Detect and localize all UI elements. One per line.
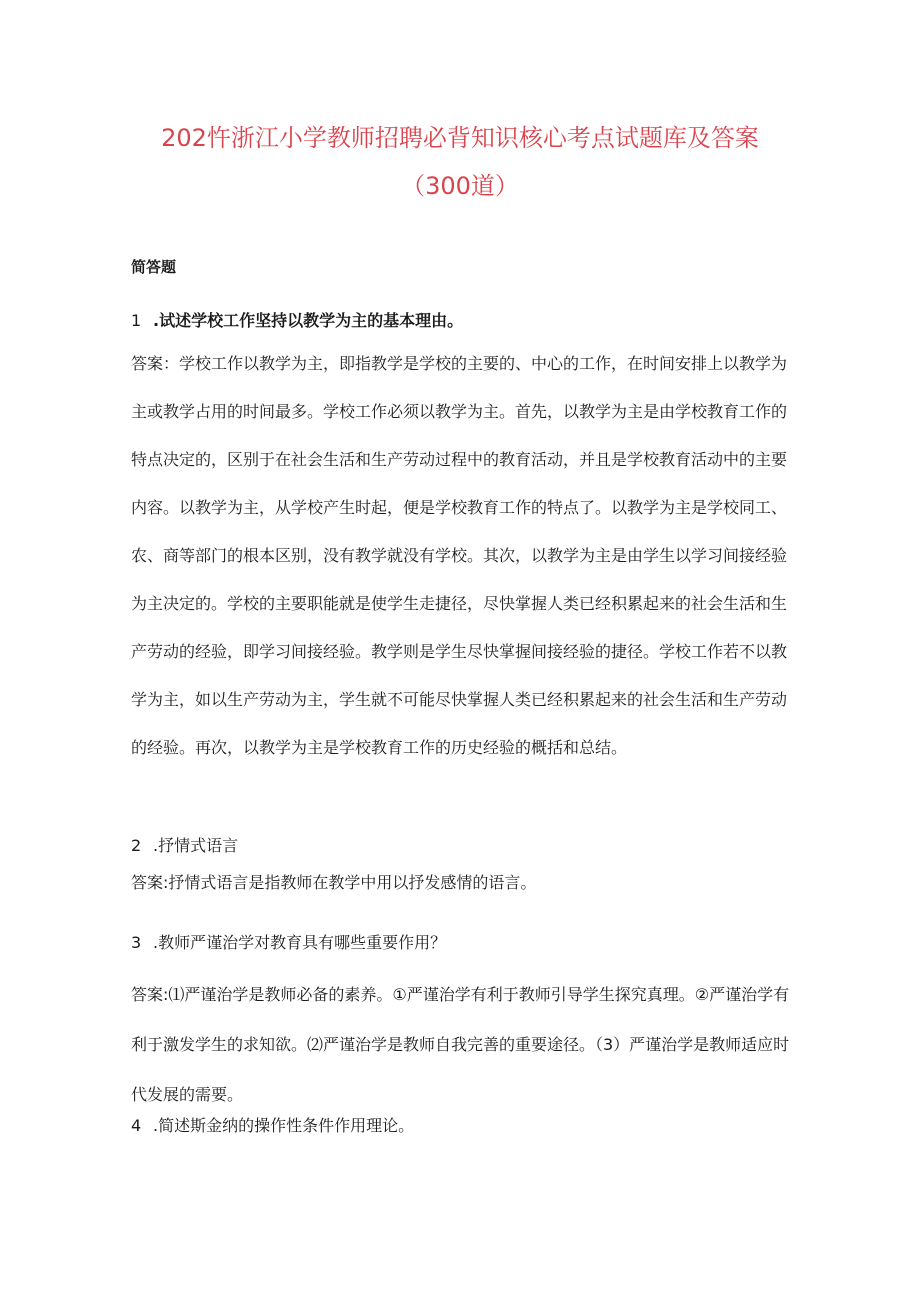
question-3 <box>131 930 446 953</box>
question-2 <box>131 833 238 856</box>
question-4 <box>131 1113 414 1136</box>
answer-1: 答案：学校工作以教学为主，即指教学是学校的主要的、中心的工作，在时间安排上以教学为主或教学占用的时间最多。学校工作必须以教学为主。首先，以教学为主是由学校教育工作的特点决定的，区别于在社会生活和生产劳动过程中的教育活动，并且是学校教育活动中的主要内容。以教学为主，从学校产生时起，便是学校教育工作的特点了。以教学为主是学校同工、农、商等部门的根本区别，没有教学就没有学校。其次，以教学为主是由学生以学习间接经验为主决定的。学校的主要职能就是使学生走捷径，尽快掌握人类已经积累起来的社会生活和生产劳动的经验，即学习间接经验。教学则是学生尽快掌握间接经验的捷径。学校工作若不以教学为主，如以生产劳动为主，学生就不可能尽快掌握人类已经积累起来的社会生活和生产劳动的经验。再次，以教学为主是学校教育工作的历史经验的概括和总结。 <box>131 354 788 757</box>
question-number: 1 <box>131 311 142 330</box>
question-number: 4 <box>131 1116 142 1135</box>
question-number: 2 <box>131 836 142 855</box>
question-number: 3 <box>131 933 142 952</box>
section-heading: 简答题 <box>131 258 177 276</box>
answer-3: 答案:⑴严谨治学是教师必备的素养。①严谨治学有利于教师引导学生探究真理。②严谨治学有利于激发学生的求知欲。⑵严谨治学是教师自我完善的重要途径。（3）严谨治学是教师适应时代发展的需要。 <box>131 985 790 1104</box>
question-text: .抒情式语言 <box>153 836 239 855</box>
question-text: .简述斯金纳的操作性条件作用理论。 <box>153 1116 415 1135</box>
question-text: .试述学校工作坚持以教学为主的基本理由。 <box>153 311 464 330</box>
answer-2: 答案:抒情式语言是指教师在教学中用以抒发感情的语言。 <box>131 873 537 892</box>
document-subtitle: （300道） <box>401 172 519 200</box>
question-text: .教师严谨治学对教育具有哪些重要作用？ <box>153 933 447 952</box>
document-title: 202忤浙江小学教师招聘必背知识核心考点试题库及答案 <box>161 124 759 152</box>
question-1 <box>131 308 463 331</box>
